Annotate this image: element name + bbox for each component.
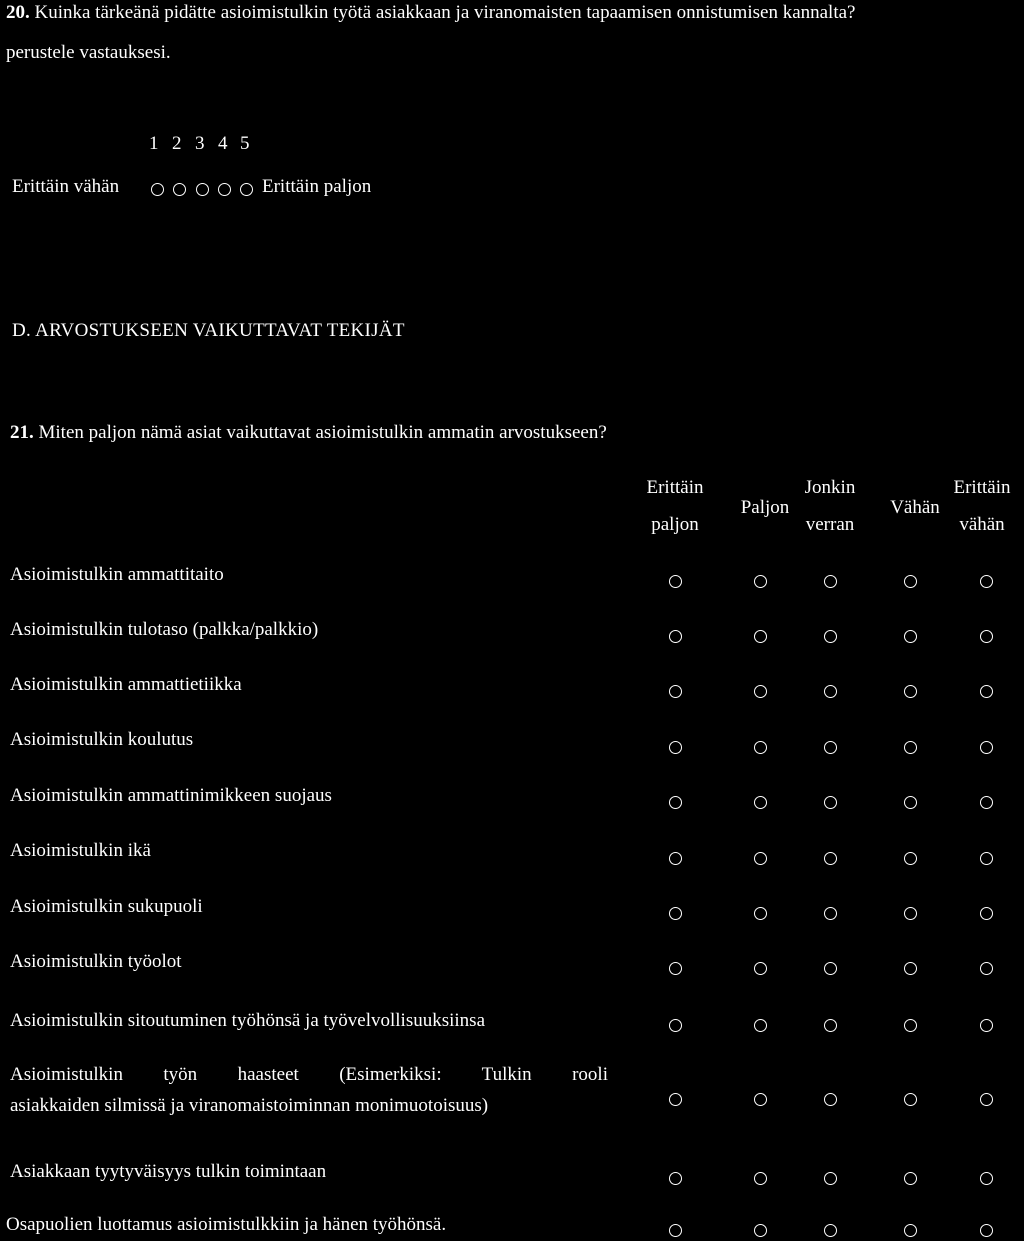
rating-radio[interactable] — [980, 685, 993, 698]
rating-radio[interactable] — [980, 575, 993, 588]
q20-subtext: perustele vastauksesi. — [6, 42, 171, 63]
row-label-ammattitaito: Asioimistulkin ammattitaito — [10, 564, 224, 585]
row-label-line-1: Asioimistulkin työn haasteet (Esimerkiksi: Tulkin rooli — [10, 1064, 608, 1085]
rating-radio[interactable] — [980, 852, 993, 865]
rating-radio[interactable] — [904, 741, 917, 754]
rating-radio[interactable] — [904, 630, 917, 643]
rating-radio[interactable] — [824, 1093, 837, 1106]
rating-radio[interactable] — [904, 962, 917, 975]
row-label-tyon-haasteet — [10, 1064, 608, 1117]
rating-radio[interactable] — [669, 1172, 682, 1185]
rating-radio[interactable] — [754, 796, 767, 809]
rating-radio[interactable] — [754, 962, 767, 975]
rating-radio[interactable] — [824, 1019, 837, 1032]
rating-radio[interactable] — [754, 575, 767, 588]
column-header-bottom: verran — [805, 514, 855, 535]
rating-radio[interactable] — [824, 852, 837, 865]
rating-radio[interactable] — [754, 1172, 767, 1185]
scale-low-label: Erittäin vähän — [12, 176, 120, 197]
rating-radio[interactable] — [754, 685, 767, 698]
rating-radio[interactable] — [754, 852, 767, 865]
rating-radio[interactable] — [669, 575, 682, 588]
rating-radio[interactable] — [980, 630, 993, 643]
rating-radio[interactable] — [754, 741, 767, 754]
q20-text: Kuinka tärkeänä pidätte asioimistulkin työtä asiakkaan ja viranomaisten tapaamisen onnistumisen kannalta? — [34, 2, 856, 23]
row-label-sitoutuminen: Asioimistulkin sitoutuminen työhönsä ja työvelvollisuuksiinsa — [10, 1010, 485, 1031]
rating-radio[interactable] — [669, 796, 682, 809]
scale-number-4: 4 — [218, 133, 228, 154]
rating-radio[interactable] — [980, 796, 993, 809]
q20-radio-5[interactable] — [240, 183, 253, 196]
column-header-jonkin-verran — [785, 478, 875, 534]
q20-radio-1[interactable] — [151, 183, 164, 196]
row-label-sukupuoli: Asioimistulkin sukupuoli — [10, 896, 203, 917]
rating-radio[interactable] — [980, 1224, 993, 1237]
row-label-nimikesuojaus: Asioimistulkin ammattinimikkeen suojaus — [10, 785, 332, 806]
rating-radio[interactable] — [980, 962, 993, 975]
rating-radio[interactable] — [824, 575, 837, 588]
rating-radio[interactable] — [904, 796, 917, 809]
rating-radio[interactable] — [904, 1224, 917, 1237]
rating-radio[interactable] — [824, 1224, 837, 1237]
rating-radio[interactable] — [980, 741, 993, 754]
rating-radio[interactable] — [904, 907, 917, 920]
column-header-erittain-paljon — [630, 478, 720, 534]
rating-radio[interactable] — [669, 685, 682, 698]
rating-radio[interactable] — [904, 685, 917, 698]
rating-radio[interactable] — [980, 1172, 993, 1185]
rating-radio[interactable] — [904, 1019, 917, 1032]
rating-radio[interactable] — [669, 1093, 682, 1106]
column-header-top: Erittäin — [953, 477, 1011, 498]
q20-radio-4[interactable] — [218, 183, 231, 196]
rating-radio[interactable] — [980, 1019, 993, 1032]
scale-high-label: Erittäin paljon — [262, 176, 372, 197]
q20-radio-3[interactable] — [196, 183, 209, 196]
rating-radio[interactable] — [824, 796, 837, 809]
column-header-top: Erittäin — [646, 477, 704, 498]
rating-radio[interactable] — [824, 685, 837, 698]
row-label-ika: Asioimistulkin ikä — [10, 840, 151, 861]
q21-heading — [10, 422, 607, 444]
row-label-tyoolot: Asioimistulkin työolot — [10, 951, 182, 972]
column-header-paljon: Paljon — [740, 497, 790, 518]
row-label-tulotaso: Asioimistulkin tulotaso (palkka/palkkio) — [10, 619, 319, 640]
column-header-bottom: vähän — [959, 514, 1005, 535]
column-header-erittain-vahan — [940, 478, 1024, 534]
q21-number: 21. — [10, 422, 34, 443]
rating-radio[interactable] — [824, 630, 837, 643]
rating-radio[interactable] — [669, 852, 682, 865]
row-label-ammattietiikka: Asioimistulkin ammattietiikka — [10, 674, 242, 695]
rating-radio[interactable] — [754, 1093, 767, 1106]
row-label-asiakastyytyvaisyys: Asiakkaan tyytyväisyys tulkin toimintaan — [10, 1161, 327, 1182]
section-title: D. ARVOSTUKSEEN VAIKUTTAVAT TEKIJÄT — [12, 320, 405, 341]
rating-radio[interactable] — [754, 1019, 767, 1032]
q20-heading — [6, 2, 855, 24]
rating-radio[interactable] — [669, 741, 682, 754]
row-label-koulutus: Asioimistulkin koulutus — [10, 729, 194, 750]
row-label-line-2: asiakkaiden silmissä ja viranomaistoiminnan monimuotoisuus) — [10, 1095, 489, 1116]
scale-number-3: 3 — [195, 133, 205, 154]
q21-text: Miten paljon nämä asiat vaikuttavat asioimistulkin ammatin arvostukseen? — [38, 422, 607, 443]
rating-radio[interactable] — [669, 962, 682, 975]
column-header-bottom: paljon — [651, 514, 699, 535]
rating-radio[interactable] — [980, 907, 993, 920]
rating-radio[interactable] — [669, 630, 682, 643]
rating-radio[interactable] — [824, 907, 837, 920]
rating-radio[interactable] — [824, 1172, 837, 1185]
rating-radio[interactable] — [904, 1172, 917, 1185]
rating-radio[interactable] — [904, 852, 917, 865]
rating-radio[interactable] — [904, 575, 917, 588]
scale-number-5: 5 — [240, 133, 250, 154]
rating-radio[interactable] — [754, 630, 767, 643]
q20-number: 20. — [6, 2, 30, 23]
rating-radio[interactable] — [754, 907, 767, 920]
column-header-top: Jonkin — [804, 477, 856, 498]
rating-radio[interactable] — [980, 1093, 993, 1106]
scale-number-1: 1 — [149, 133, 159, 154]
column-header-vahan: Vähän — [890, 497, 940, 518]
rating-radio[interactable] — [904, 1093, 917, 1106]
rating-radio[interactable] — [824, 962, 837, 975]
rating-radio[interactable] — [669, 907, 682, 920]
scale-number-2: 2 — [172, 133, 182, 154]
rating-radio[interactable] — [754, 1224, 767, 1237]
q20-radio-2[interactable] — [173, 183, 186, 196]
rating-radio[interactable] — [669, 1224, 682, 1237]
rating-radio[interactable] — [824, 741, 837, 754]
rating-radio[interactable] — [669, 1019, 682, 1032]
row-label-luottamus: Osapuolien luottamus asioimistulkkiin ja hänen työhönsä. — [6, 1214, 447, 1235]
